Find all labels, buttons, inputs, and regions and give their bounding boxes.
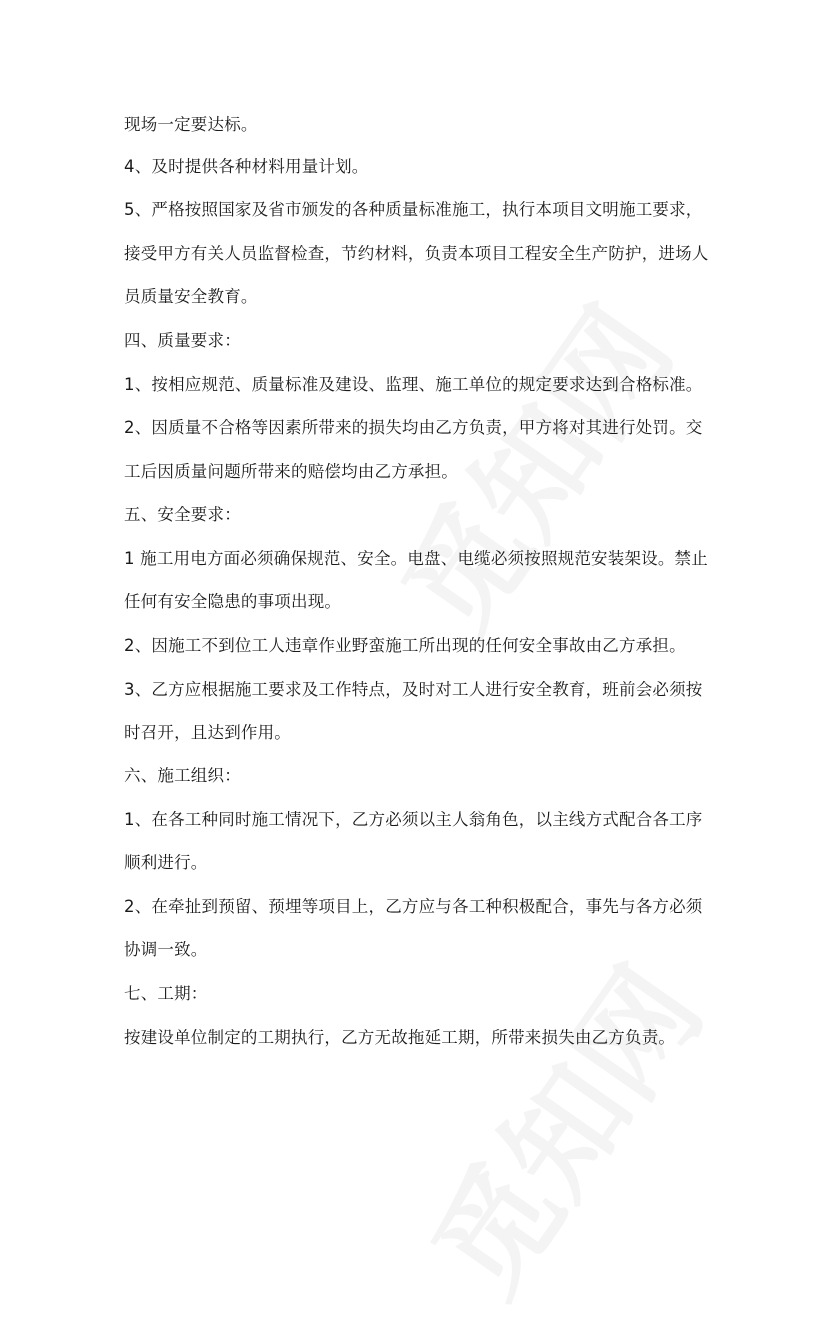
text-line: 时召开，且达到作用。 bbox=[124, 723, 291, 742]
text-line: 任何有安全隐患的事项出现。 bbox=[124, 592, 342, 611]
text-line: 按建设单位制定的工期执行，乙方无故拖延工期，所带来损失由乙方负责。 bbox=[124, 1028, 676, 1047]
list-item: 1、在各工种同时施工情况下，乙方必须以主人翁角色，以主线方式配合各工序 bbox=[124, 810, 703, 829]
list-item: 3、乙方应根据施工要求及工作特点，及时对工人进行安全教育，班前会必须按 bbox=[124, 680, 703, 699]
text-line: 接受甲方有关人员监督检查，节约材料，负责本项目工程安全生产防护，进场人 bbox=[124, 244, 709, 263]
text-line: 现场一定要达标。 bbox=[124, 115, 258, 134]
section-heading: 四、质量要求： bbox=[124, 331, 241, 350]
list-item: 4、及时提供各种材料用量计划。 bbox=[124, 157, 369, 176]
section-heading: 七、工期： bbox=[124, 984, 208, 1003]
list-item: 2、因质量不合格等因素所带来的损失均由乙方负责，甲方将对其进行处罚。交 bbox=[124, 418, 703, 437]
text-line: 工后因质量问题所带来的赔偿均由乙方承担。 bbox=[124, 462, 458, 481]
text-line: 员质量安全教育。 bbox=[124, 287, 258, 306]
list-item: 1 施工用电方面必须确保规范、安全。电盘、电缆必须按照规范安装架设。禁止 bbox=[124, 549, 708, 568]
list-item: 2、在牵扯到预留、预埋等项目上，乙方应与各工种积极配合，事先与各方必须 bbox=[124, 897, 703, 916]
section-heading: 五、安全要求： bbox=[124, 505, 241, 524]
section-heading: 六、施工组织： bbox=[124, 766, 241, 785]
list-item: 2、因施工不到位工人违章作业野蛮施工所出现的任何安全事故由乙方承担。 bbox=[124, 636, 686, 655]
list-item: 5、严格按照国家及省市颁发的各种质量标准施工，执行本项目文明施工要求， bbox=[124, 200, 703, 219]
text-line: 顺利进行。 bbox=[124, 853, 208, 872]
list-item: 1、按相应规范、质量标准及建设、监理、施工单位的规定要求达到合格标准。 bbox=[124, 375, 703, 394]
text-line: 协调一致。 bbox=[124, 940, 208, 959]
